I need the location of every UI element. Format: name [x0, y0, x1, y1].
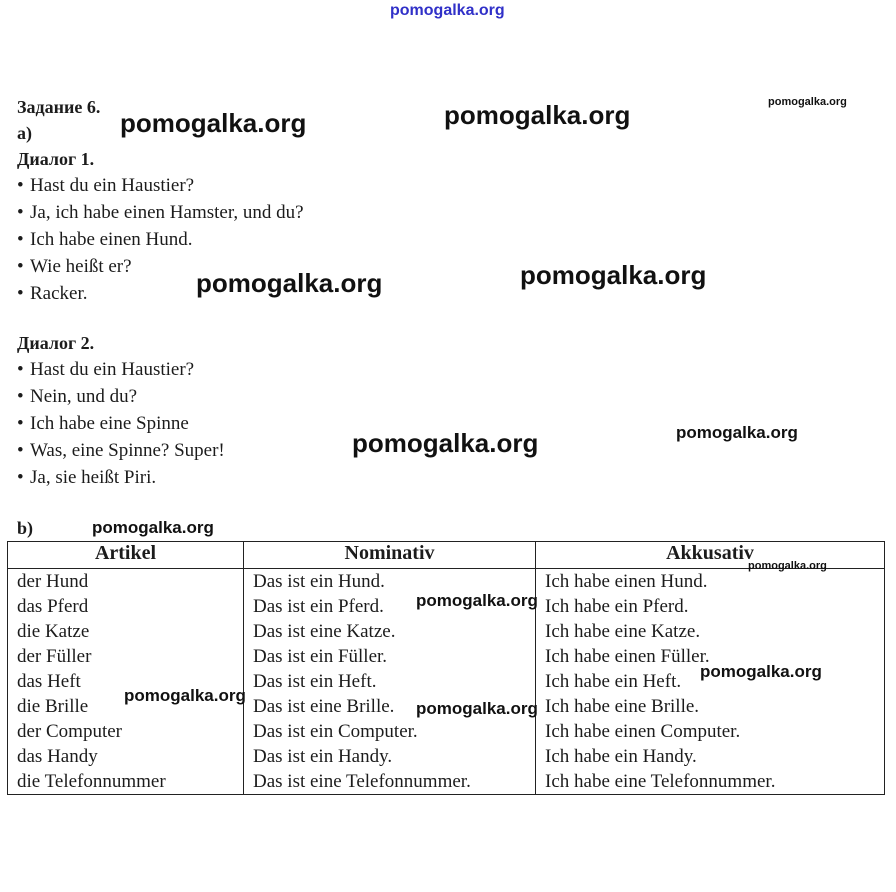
- table-cell: Das ist ein Füller.: [253, 646, 388, 667]
- table-cell: Das ist ein Pferd.: [253, 596, 384, 617]
- table-cell: Das ist eine Telefonnummer.: [253, 771, 471, 792]
- table-cell: Ich habe einen Computer.: [545, 721, 741, 742]
- table-cell: Das ist ein Heft.: [253, 671, 377, 692]
- table-cell: Ich habe ein Handy.: [545, 746, 697, 767]
- table-cell: Ich habe eine Brille.: [545, 696, 700, 717]
- table-cell: Das ist ein Hund.: [253, 571, 385, 592]
- watermark-text: pomogalka.org: [444, 100, 631, 130]
- watermark-text: pomogalka.org: [416, 591, 538, 610]
- watermark-top[interactable]: pomogalka.org: [390, 2, 505, 19]
- dialog2-title: Диалог 2.: [17, 333, 95, 353]
- artikel-column: [8, 569, 244, 795]
- watermark-text: pomogalka.org: [416, 699, 538, 718]
- part-b-label: b): [17, 518, 34, 538]
- table-cell: die Telefonnummer: [17, 771, 166, 792]
- watermark-text: pomogalka.org: [520, 260, 707, 290]
- watermark-text: pomogalka.org: [768, 96, 847, 108]
- dialog-line: • Ich habe eine Spinne: [17, 410, 225, 437]
- table-cell: das Handy: [17, 746, 98, 767]
- watermark-text: pomogalka.org: [700, 662, 822, 681]
- table-cell: Ich habe einen Hund.: [545, 571, 708, 592]
- table-cell: das Pferd: [17, 596, 89, 617]
- table-cell: Das ist ein Handy.: [253, 746, 393, 767]
- table-cell: Ich habe eine Telefonnummer.: [545, 771, 776, 792]
- header-nominativ: Nominativ: [244, 542, 536, 569]
- watermark-text: pomogalka.org: [120, 108, 307, 138]
- table-cell: Das ist eine Brille.: [253, 696, 395, 717]
- part-a-label: a): [17, 123, 32, 143]
- watermark-text: pomogalka.org: [676, 423, 798, 442]
- dialog1-title: Диалог 1.: [17, 149, 95, 169]
- table-cell: das Heft: [17, 671, 81, 692]
- dialog-line: • Nein, und du?: [17, 383, 225, 410]
- watermark-text: pomogalka.org: [196, 268, 383, 298]
- table-cell: Ich habe ein Pferd.: [545, 596, 689, 617]
- dialog-line: • Ja, sie heißt Piri.: [17, 464, 225, 491]
- task-title: Задание 6.: [17, 97, 101, 117]
- dialog2-lines: [17, 356, 225, 491]
- dialog-line: • Hast du ein Haustier?: [17, 356, 225, 383]
- table-cell: der Computer: [17, 721, 123, 742]
- dialog-line: • Ja, ich habe einen Hamster, und du?: [17, 199, 304, 226]
- table-cell: Ich habe ein Heft.: [545, 671, 682, 692]
- table-cell: die Katze: [17, 621, 90, 642]
- header-akkusativ: Akkusativ: [536, 542, 885, 569]
- header-artikel: Artikel: [8, 542, 244, 569]
- table-cell: Das ist eine Katze.: [253, 621, 396, 642]
- dialog-line: • Wie heißt er?: [17, 253, 304, 280]
- dialog-line: • Was, eine Spinne? Super!: [17, 437, 225, 464]
- dialog-line: • Hast du ein Haustier?: [17, 172, 304, 199]
- table-cell: Das ist ein Computer.: [253, 721, 418, 742]
- table-cell: der Füller: [17, 646, 92, 667]
- watermark-text: pomogalka.org: [352, 428, 539, 458]
- table-cell: Ich habe einen Füller.: [545, 646, 710, 667]
- watermark-text: pomogalka.org: [92, 518, 214, 537]
- dialog-line: • Ich habe einen Hund.: [17, 226, 304, 253]
- dialog-line: • Racker.: [17, 280, 304, 307]
- watermark-text: pomogalka.org: [124, 686, 246, 705]
- table-cell: die Brille: [17, 696, 89, 717]
- table-cell: der Hund: [17, 571, 89, 592]
- watermark-text: pomogalka.org: [748, 560, 827, 572]
- table-cell: Ich habe eine Katze.: [545, 621, 701, 642]
